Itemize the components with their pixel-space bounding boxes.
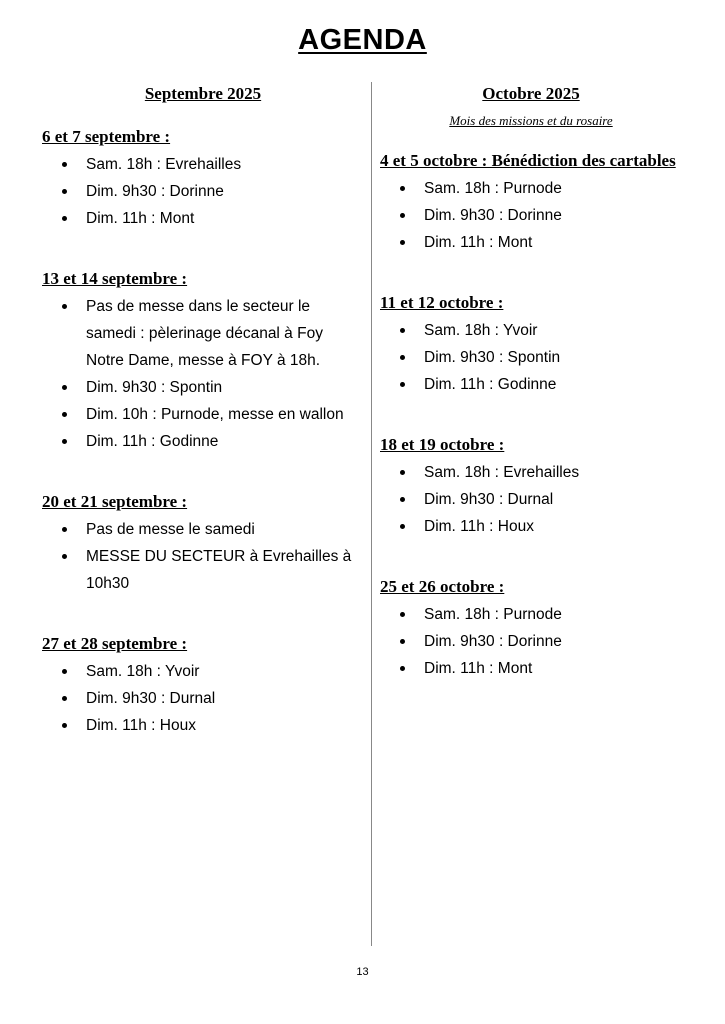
list-item-text: Dim. 11h : Godinne — [86, 433, 219, 450]
list-item-text: Dim. 9h30 : Spontin — [86, 379, 223, 396]
list-item — [380, 486, 682, 513]
weekend-heading: 4 et 5 octobre : Bénédiction des cartables — [380, 151, 676, 170]
october-column — [380, 84, 682, 718]
bullet-icon — [400, 382, 405, 387]
list-item-text: Sam. 18h : Yvoir — [424, 322, 538, 339]
list-item-text: Sam. 18h : Purnode — [424, 606, 562, 623]
weekend-block — [380, 150, 682, 256]
weekend-block — [42, 126, 364, 232]
weekend-block — [42, 491, 364, 597]
bullet-icon — [400, 328, 405, 333]
bullet-icon — [400, 497, 405, 502]
list-item-text: Dim. 11h : Houx — [86, 717, 196, 734]
list-item — [42, 428, 364, 455]
mass-list — [380, 601, 682, 682]
list-item — [42, 685, 364, 712]
page-number: 13 — [356, 966, 369, 978]
list-item-text: MESSE DU SECTEUR à Evrehailles à 10h30 — [86, 548, 352, 592]
weekend-block — [42, 268, 364, 455]
list-item — [42, 516, 364, 543]
weekend-heading: 13 et 14 septembre : — [42, 269, 188, 288]
list-item-text: Sam. 18h : Evrehailles — [86, 156, 242, 173]
list-item-text: Dim. 11h : Houx — [424, 518, 534, 535]
mass-list — [42, 293, 364, 455]
list-item-text: Dim. 9h30 : Dorinne — [86, 183, 224, 200]
bullet-icon — [400, 355, 405, 360]
list-item — [42, 658, 364, 685]
mass-list — [380, 317, 682, 398]
bullet-icon — [62, 527, 67, 532]
bullet-icon — [400, 612, 405, 617]
list-item-text: Sam. 18h : Purnode — [424, 180, 562, 197]
weekend-heading: 20 et 21 septembre : — [42, 492, 188, 511]
list-item — [42, 205, 364, 232]
list-item-text: Pas de messe dans le secteur le samedi : pèlerinage décanal à Foy Notre Dame, messe à FOY à 18h. — [86, 298, 323, 369]
list-item — [380, 371, 682, 398]
month-subtitle: Mois des missions et du rosaire — [449, 113, 613, 128]
page-title: AGENDA — [298, 24, 427, 56]
list-item — [380, 459, 682, 486]
list-item-text: Dim. 9h30 : Dorinne — [424, 207, 562, 224]
list-item-text: Dim. 9h30 : Durnal — [424, 491, 554, 508]
weekend-block — [380, 576, 682, 682]
bullet-icon — [400, 240, 405, 245]
list-item — [380, 175, 682, 202]
list-item — [380, 655, 682, 682]
list-item — [42, 151, 364, 178]
bullet-icon — [62, 439, 67, 444]
month-heading-september: Septembre 2025 — [144, 84, 262, 103]
list-item — [380, 317, 682, 344]
bullet-icon — [400, 186, 405, 191]
mass-list — [42, 658, 364, 739]
weekend-block — [42, 633, 364, 739]
list-item — [42, 543, 364, 597]
bullet-icon — [62, 385, 67, 390]
list-item-text: Dim. 10h : Purnode, messe en wallon — [86, 406, 344, 423]
list-item-text: Dim. 11h : Mont — [86, 210, 195, 227]
bullet-icon — [400, 666, 405, 671]
month-heading-october: Octobre 2025 — [482, 84, 580, 103]
list-item-text: Dim. 11h : Mont — [424, 660, 533, 677]
list-item-text: Pas de messe le samedi — [86, 521, 255, 538]
bullet-icon — [400, 639, 405, 644]
bullet-icon — [62, 162, 67, 167]
mass-list — [380, 459, 682, 540]
list-item — [380, 229, 682, 256]
list-item-text: Dim. 9h30 : Spontin — [424, 349, 561, 366]
list-item — [380, 628, 682, 655]
list-item-text: Sam. 18h : Evrehailles — [424, 464, 580, 481]
list-item — [380, 202, 682, 229]
list-item — [42, 401, 364, 428]
list-item — [380, 513, 682, 540]
list-item — [42, 374, 364, 401]
list-item — [380, 601, 682, 628]
list-item-text: Dim. 9h30 : Durnal — [86, 690, 216, 707]
list-item — [42, 178, 364, 205]
weekend-heading: 25 et 26 octobre : — [380, 577, 505, 596]
bullet-icon — [62, 723, 67, 728]
list-item-text: Dim. 11h : Mont — [424, 234, 533, 251]
list-item — [380, 344, 682, 371]
list-item — [42, 293, 364, 374]
bullet-icon — [400, 524, 405, 529]
column-divider — [371, 82, 372, 946]
bullet-icon — [62, 304, 67, 309]
weekend-block — [380, 292, 682, 398]
weekend-heading: 18 et 19 octobre : — [380, 435, 505, 454]
weekend-block — [380, 434, 682, 540]
bullet-icon — [400, 470, 405, 475]
bullet-icon — [400, 213, 405, 218]
weekend-heading: 11 et 12 octobre : — [380, 293, 504, 312]
weekend-heading: 27 et 28 septembre : — [42, 634, 188, 653]
bullet-icon — [62, 554, 67, 559]
bullet-icon — [62, 669, 67, 674]
list-item-text: Dim. 9h30 : Dorinne — [424, 633, 562, 650]
mass-list — [380, 175, 682, 256]
mass-list — [42, 516, 364, 597]
weekend-heading: 6 et 7 septembre : — [42, 127, 171, 146]
september-column — [42, 84, 364, 775]
bullet-icon — [62, 216, 67, 221]
bullet-icon — [62, 412, 67, 417]
bullet-icon — [62, 189, 67, 194]
mass-list — [42, 151, 364, 232]
list-item-text: Dim. 11h : Godinne — [424, 376, 557, 393]
list-item-text: Sam. 18h : Yvoir — [86, 663, 200, 680]
bullet-icon — [62, 696, 67, 701]
list-item — [42, 712, 364, 739]
